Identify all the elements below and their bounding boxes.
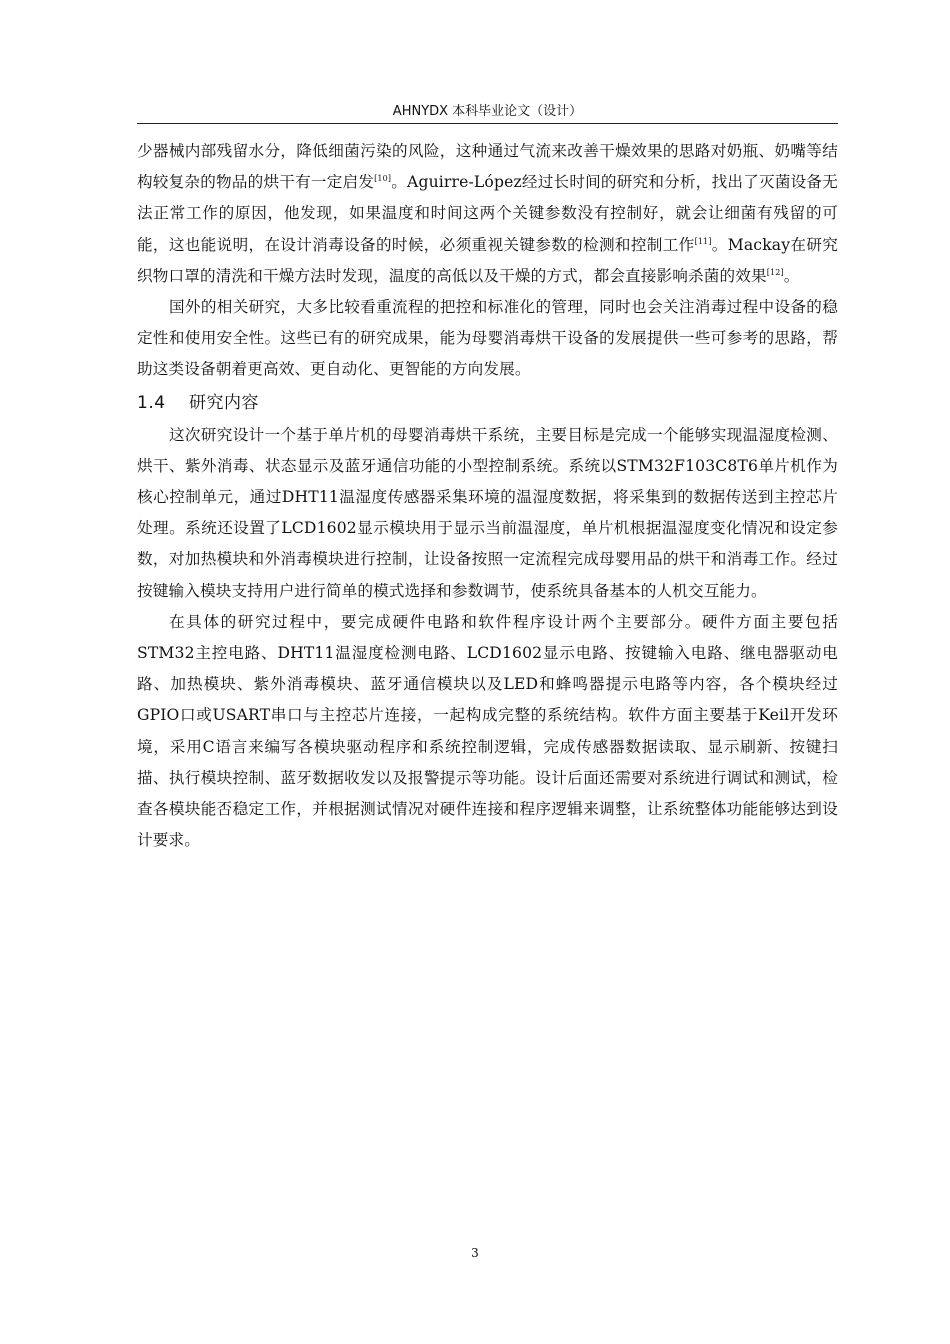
paragraph-text: 少器械内部残留水分，降低细菌污染的风险，这种通过气流来改善干燥效果的思路对奶瓶、奶嘴等结构较复杂的物品的烘干有一定启发 (137, 142, 838, 192)
paragraph-text: 。Mackay在研究织物口罩的清洗和干燥方法时发现，温度的高低以及干燥的方式，都会直接影响杀菌的效果 (137, 235, 838, 285)
header-rule (137, 123, 838, 124)
paragraph-research-process: 在具体的研究过程中，要完成硬件电路和软件程序设计两个主要部分。硬件方面主要包括STM32主控电路、DHT11温湿度检测电路、LCD1602显示电路、按键输入电路、继电器驱动电路、加热模块、紫外消毒模块、蓝牙通信模块以及LED和蜂鸣器提示电路等内容，各个模块经过GPIO口或USART串口与主控芯片连接，一起构成完整的系统结构。软件方面主要基于Keil开发环境，采用C语言来编写各模块驱动程序和系统控制逻辑，完成传感器数据读取、显示刷新、按键扫描、执行模块控制、蓝牙数据收发以及报警提示等功能。设计后面还需要对系统进行调试和测试，检查各模块能否稳定工作，并根据测试情况对硬件连接和程序逻辑来调整，让系统整体功能能够达到设计要求。 (137, 612, 838, 850)
body-text (137, 136, 838, 856)
section-title: 研究内容 (189, 392, 259, 413)
paragraph-continued (137, 136, 838, 292)
citation-ref: [12] (766, 267, 784, 277)
running-header: AHNYDX 本科毕业论文（设计） (392, 104, 583, 119)
citation-ref: [10] (374, 174, 392, 184)
paragraph-text: 。 (783, 266, 800, 285)
citation-ref: [11] (694, 236, 712, 246)
page-number: 3 (471, 1246, 479, 1260)
section-number: 1.4 (137, 392, 166, 413)
section-heading (137, 386, 838, 420)
paragraph-text: 。Aguirre-López经过长时间的研究和分析，找出了灭菌设备无法正常工作的原因，他发现，如果温度和时间这两个关键参数没有控制好，就会让细菌有残留的可能，这也能说明，在设计消毒设备的时候，必须重视关键参数的检测和控制工作 (137, 173, 838, 254)
paragraph-research-goal: 这次研究设计一个基于单片机的母婴消毒烘干系统，主要目标是完成一个能够实现温湿度检测、烘干、紫外消毒、状态显示及蓝牙通信功能的小型控制系统。系统以STM32F103C8T6单片机作为核心控制单元，通过DHT11温湿度传感器采集环境的温湿度数据，将采集到的数据传送到主控芯片处理。系统还设置了LCD1602显示模块用于显示当前温湿度，单片机根据温湿度变化情况和设定参数，对加热模块和外消毒模块进行控制，让设备按照一定流程完成母婴用品的烘干和消毒工作。经过按键输入模块支持用户进行简单的模式选择和参数调节，使系统具备基本的人机交互能力。 (137, 425, 838, 600)
paragraph-foreign-research: 国外的相关研究，大多比较看重流程的把控和标准化的管理，同时也会关注消毒过程中设备的稳定性和使用安全性。这些已有的研究成果，能为母婴消毒烘干设备的发展提供一些可参考的思路，帮助这类设备朝着更高效、更自动化、更智能的方向发展。 (137, 298, 838, 379)
